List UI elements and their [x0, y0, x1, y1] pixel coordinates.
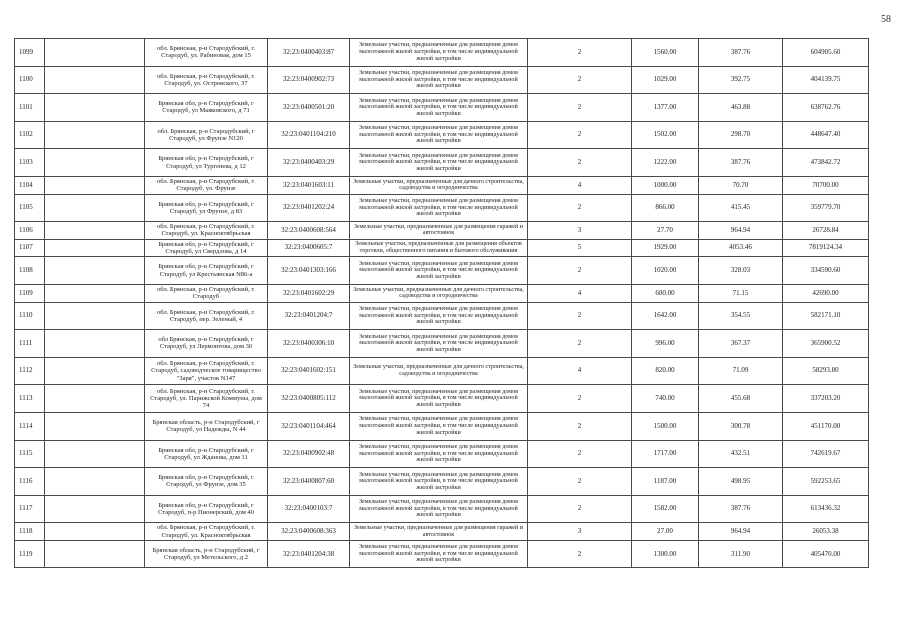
- empty-cell: [45, 523, 145, 541]
- use-group-cell: 2: [528, 149, 632, 177]
- cadastral-value-cell: 26053.38: [783, 523, 869, 541]
- specific-value-cell: 367.37: [699, 330, 783, 358]
- empty-cell: [45, 94, 145, 122]
- cadastral-number-cell: 32:23:0401603:11: [268, 176, 350, 194]
- address-cell: Брянская обл, р-н Стародубский, г Стародуб, ул Свердлова, д 14: [145, 239, 268, 257]
- table-row: [15, 39, 869, 67]
- row-number-cell: 1111: [15, 330, 45, 358]
- permitted-use-cell: Земельные участки, предназначенные для размещения домов малоэтажной жилой застройки, в том числе индивидуальной жилой застройки: [350, 39, 528, 67]
- area-cell: 996.00: [632, 330, 699, 358]
- address-cell: обл. Брянская, р-н Стародубский, г. Стародуб, садоводческое товарищество "Заря", участок N147: [145, 357, 268, 385]
- permitted-use-cell: Земельные участки, предназначенные для размещения домов малоэтажной жилой застройки, в том числе индивидуальной жилой застройки: [350, 495, 528, 523]
- row-number-cell: 1107: [15, 239, 45, 257]
- specific-value-cell: 964.94: [699, 222, 783, 240]
- cadastral-number-cell: 32:23:0400608:564: [268, 222, 350, 240]
- table-row: [15, 121, 869, 149]
- cadastral-value-cell: 70700.00: [783, 176, 869, 194]
- permitted-use-cell: Земельные участки, предназначенные для размещения домов малоэтажной жилой застройки, в том числе индивидуальной жилой застройки: [350, 302, 528, 330]
- cadastral-number-cell: 32:23:0401204:7: [268, 302, 350, 330]
- use-group-cell: 2: [528, 257, 632, 285]
- table-row: [15, 540, 869, 568]
- empty-cell: [45, 39, 145, 67]
- permitted-use-cell: Земельные участки, предназначенные для размещения объектов торговли, общественного питания и бытового обслуживания: [350, 239, 528, 257]
- area-cell: 1300.00: [632, 540, 699, 568]
- empty-cell: [45, 284, 145, 302]
- empty-cell: [45, 222, 145, 240]
- address-cell: Брянская обл, р-н Стародубский, г Стародуб, ул Жданова, дом 11: [145, 440, 268, 468]
- area-cell: 1500.00: [632, 412, 699, 440]
- cadastral-value-cell: 592253.65: [783, 468, 869, 496]
- table-row: [15, 222, 869, 240]
- row-number-cell: 1102: [15, 121, 45, 149]
- table-row: [15, 239, 869, 257]
- area-cell: 1502.00: [632, 121, 699, 149]
- address-cell: обл. Брянская, р-н Стародубский, г. Стародуб, ул. Парижской Коммуны, дом 74: [145, 385, 268, 413]
- table-row: [15, 412, 869, 440]
- cadastral-value-cell: 359779.70: [783, 194, 869, 222]
- cadastral-value-cell: 473842.72: [783, 149, 869, 177]
- row-number-cell: 1101: [15, 94, 45, 122]
- cadastral-number-cell: 32:23:0400805:112: [268, 385, 350, 413]
- address-cell: обл. Брянская, р-н Стародубский, г. Стародуб, ул. Красноктябрьская: [145, 222, 268, 240]
- row-number-cell: 1113: [15, 385, 45, 413]
- use-group-cell: 2: [528, 385, 632, 413]
- specific-value-cell: 463.88: [699, 94, 783, 122]
- empty-cell: [45, 121, 145, 149]
- empty-cell: [45, 66, 145, 94]
- table-row: [15, 468, 869, 496]
- specific-value-cell: 298.70: [699, 121, 783, 149]
- table-row: [15, 523, 869, 541]
- address-cell: Брянская обл, р-н Стародубский, г Стародуб, п-р Пионерский, дом 40: [145, 495, 268, 523]
- table-row: [15, 66, 869, 94]
- area-cell: 1560.00: [632, 39, 699, 67]
- empty-cell: [45, 257, 145, 285]
- permitted-use-cell: Земельные участки, предназначенные для размещения домов малоэтажной жилой застройки, в том числе индивидуальной жилой застройки: [350, 94, 528, 122]
- row-number-cell: 1117: [15, 495, 45, 523]
- permitted-use-cell: Земельные участки, предназначенные для размещения домов малоэтажной жилой застройки, в том числе индивидуальной жилой застройки: [350, 121, 528, 149]
- table-row: [15, 357, 869, 385]
- row-number-cell: 1105: [15, 194, 45, 222]
- empty-cell: [45, 357, 145, 385]
- area-cell: 740.00: [632, 385, 699, 413]
- cadastral-value-cell: 404139.75: [783, 66, 869, 94]
- row-number-cell: 1118: [15, 523, 45, 541]
- address-cell: Брянская область, р-н Стародубский, г Стародуб, ул Надежды, N 44: [145, 412, 268, 440]
- permitted-use-cell: Земельные участки, предназначенные для размещения домов малоэтажной жилой застройки, в том числе индивидуальной жилой застройки: [350, 66, 528, 94]
- row-number-cell: 1106: [15, 222, 45, 240]
- cadastral-value-cell: 365900.52: [783, 330, 869, 358]
- permitted-use-cell: Земельные участки, предназначенные для размещения домов малоэтажной жилой застройки, в том числе индивидуальной жилой застройки: [350, 440, 528, 468]
- table-row: [15, 385, 869, 413]
- empty-cell: [45, 440, 145, 468]
- row-number-cell: 1108: [15, 257, 45, 285]
- cadastral-number-cell: 32:23:0400403:29: [268, 149, 350, 177]
- row-number-cell: 1112: [15, 357, 45, 385]
- address-cell: обл. Брянская, р-н Стародубский, г. Стародуб, ул. Красноктябрьская: [145, 523, 268, 541]
- use-group-cell: 2: [528, 440, 632, 468]
- permitted-use-cell: Земельные участки, предназначенные для размещения домов малоэтажной жилой застройки, в том числе индивидуальной жилой застройки: [350, 468, 528, 496]
- area-cell: 820.00: [632, 357, 699, 385]
- permitted-use-cell: Земельные участки, предназначенные для дачного строительства, садоводства и огородничества: [350, 284, 528, 302]
- address-cell: Брянская обл, р-н Стародубский, г Стародуб, ул Маяковского, д 71: [145, 94, 268, 122]
- row-number-cell: 1103: [15, 149, 45, 177]
- table-row: [15, 176, 869, 194]
- table-row: [15, 94, 869, 122]
- cadastral-value-cell: 638762.76: [783, 94, 869, 122]
- use-group-cell: 2: [528, 39, 632, 67]
- specific-value-cell: 455.68: [699, 385, 783, 413]
- use-group-cell: 3: [528, 523, 632, 541]
- cadastral-number-cell: 32:23:0401303:166: [268, 257, 350, 285]
- use-group-cell: 2: [528, 495, 632, 523]
- row-number-cell: 1115: [15, 440, 45, 468]
- cadastral-value-cell: 613436.32: [783, 495, 869, 523]
- area-cell: 1929.00: [632, 239, 699, 257]
- specific-value-cell: 300.78: [699, 412, 783, 440]
- area-cell: 27.70: [632, 222, 699, 240]
- specific-value-cell: 498.95: [699, 468, 783, 496]
- row-number-cell: 1110: [15, 302, 45, 330]
- permitted-use-cell: Земельные участки, предназначенные для размещения гаражей и автостоянок: [350, 222, 528, 240]
- permitted-use-cell: Земельные участки, предназначенные для размещения домов малоэтажной жилой застройки, в том числе индивидуальной жилой застройки: [350, 330, 528, 358]
- area-cell: 1029.00: [632, 66, 699, 94]
- cadastral-number-cell: 32:23:0401202:24: [268, 194, 350, 222]
- cadastral-number-cell: 32:23:0401104:464: [268, 412, 350, 440]
- specific-value-cell: 387.76: [699, 39, 783, 67]
- use-group-cell: 4: [528, 284, 632, 302]
- permitted-use-cell: Земельные участки, предназначенные для размещения домов малоэтажной жилой застройки, в том числе индивидуальной жилой застройки: [350, 412, 528, 440]
- use-group-cell: 2: [528, 94, 632, 122]
- empty-cell: [45, 176, 145, 194]
- specific-value-cell: 964.94: [699, 523, 783, 541]
- address-cell: обл. Брянская, р-н Стародубский, г Стародуб, ул Фрунзе N120: [145, 121, 268, 149]
- cadastral-number-cell: 32:23:0401204:38: [268, 540, 350, 568]
- empty-cell: [45, 302, 145, 330]
- use-group-cell: 2: [528, 540, 632, 568]
- use-group-cell: 2: [528, 302, 632, 330]
- permitted-use-cell: Земельные участки, предназначенные для размещения домов малоэтажной жилой застройки, в том числе индивидуальной жилой застройки: [350, 385, 528, 413]
- address-cell: обл. Брянская, р-н Стародубский, г. Стародуб, ул. Островского, 37: [145, 66, 268, 94]
- empty-cell: [45, 194, 145, 222]
- cadastral-value-cell: 7819124.34: [783, 239, 869, 257]
- empty-cell: [45, 149, 145, 177]
- permitted-use-cell: Земельные участки, предназначенные для размещения домов малоэтажной жилой застройки, в том числе индивидуальной жилой застройки: [350, 194, 528, 222]
- row-number-cell: 1104: [15, 176, 45, 194]
- cadastral-number-cell: 32:23:0400902:48: [268, 440, 350, 468]
- address-cell: обл. Брянская, р-н Стародубский, г. Стародуб, ул. Рабиновая, дом 15: [145, 39, 268, 67]
- cadastral-value-cell: 26728.84: [783, 222, 869, 240]
- area-cell: 1222.00: [632, 149, 699, 177]
- area-cell: 1020.00: [632, 257, 699, 285]
- use-group-cell: 4: [528, 176, 632, 194]
- cadastral-value-cell: 405470.00: [783, 540, 869, 568]
- table-row: [15, 194, 869, 222]
- use-group-cell: 2: [528, 330, 632, 358]
- specific-value-cell: 415.45: [699, 194, 783, 222]
- permitted-use-cell: Земельные участки, предназначенные для размещения гаражей и автостоянок: [350, 523, 528, 541]
- specific-value-cell: 432.51: [699, 440, 783, 468]
- cadastral-number-cell: 32:23:0400608:363: [268, 523, 350, 541]
- area-cell: 1377.00: [632, 94, 699, 122]
- specific-value-cell: 4053.46: [699, 239, 783, 257]
- use-group-cell: 2: [528, 121, 632, 149]
- page-number: 58: [881, 14, 891, 25]
- table-row: [15, 149, 869, 177]
- table-row: [15, 302, 869, 330]
- cadastral-value-cell: 58293.80: [783, 357, 869, 385]
- cadastral-number-cell: 32:23:0400807:60: [268, 468, 350, 496]
- specific-value-cell: 387.76: [699, 149, 783, 177]
- specific-value-cell: 328.03: [699, 257, 783, 285]
- cadastral-number-cell: 32:23:0400902:73: [268, 66, 350, 94]
- specific-value-cell: 392.75: [699, 66, 783, 94]
- area-cell: 27.00: [632, 523, 699, 541]
- cadastral-value-cell: 334590.60: [783, 257, 869, 285]
- use-group-cell: 3: [528, 222, 632, 240]
- address-cell: Брянская обл, р-н Стародубский, г Стародуб, ул Тургенева, д 12: [145, 149, 268, 177]
- row-number-cell: 1119: [15, 540, 45, 568]
- area-cell: 1000.00: [632, 176, 699, 194]
- table-row: [15, 257, 869, 285]
- row-number-cell: 1109: [15, 284, 45, 302]
- cadastral-value-cell: 448647.40: [783, 121, 869, 149]
- specific-value-cell: 71.09: [699, 357, 783, 385]
- row-number-cell: 1114: [15, 412, 45, 440]
- permitted-use-cell: Земельные участки, предназначенные для размещения домов малоэтажной жилой застройки, в том числе индивидуальной жилой застройки: [350, 257, 528, 285]
- table-row: [15, 440, 869, 468]
- cadastral-number-cell: 32:23:0400103:7: [268, 495, 350, 523]
- area-cell: 1717.00: [632, 440, 699, 468]
- cadastral-number-cell: 32:23:0401602:29: [268, 284, 350, 302]
- area-cell: 600.00: [632, 284, 699, 302]
- specific-value-cell: 311.90: [699, 540, 783, 568]
- address-cell: Брянская обл, р-н Стародубский, г Стародуб, ул Фрунзе, д 83: [145, 194, 268, 222]
- use-group-cell: 5: [528, 239, 632, 257]
- land-plot-registry-table: [14, 38, 869, 568]
- row-number-cell: 1116: [15, 468, 45, 496]
- use-group-cell: 2: [528, 468, 632, 496]
- cadastral-number-cell: 32:23:0401104:210: [268, 121, 350, 149]
- cadastral-value-cell: 604905.60: [783, 39, 869, 67]
- address-cell: Брянская область, р-н Стародубский, г Стародуб, ул Метельского, д 2: [145, 540, 268, 568]
- cadastral-number-cell: 32:23:0400605:7: [268, 239, 350, 257]
- cadastral-number-cell: 32:23:0400306:10: [268, 330, 350, 358]
- empty-cell: [45, 239, 145, 257]
- cadastral-value-cell: 742619.67: [783, 440, 869, 468]
- use-group-cell: 2: [528, 412, 632, 440]
- permitted-use-cell: Земельные участки, предназначенные для размещения домов малоэтажной жилой застройки, в том числе индивидуальной жилой застройки: [350, 149, 528, 177]
- cadastral-number-cell: 32:23:0400501:20: [268, 94, 350, 122]
- table-row: [15, 330, 869, 358]
- cadastral-value-cell: 42690.00: [783, 284, 869, 302]
- permitted-use-cell: Земельные участки, предназначенные для размещения домов малоэтажной жилой застройки, в том числе индивидуальной жилой застройки: [350, 540, 528, 568]
- row-number-cell: 1100: [15, 66, 45, 94]
- area-cell: 866.00: [632, 194, 699, 222]
- area-cell: 1582.00: [632, 495, 699, 523]
- address-cell: обл. Брянская, р-н Стародубский, г. Стародуб, пер. Зеленый, 4: [145, 302, 268, 330]
- cadastral-number-cell: 32:23:0400403:87: [268, 39, 350, 67]
- empty-cell: [45, 385, 145, 413]
- row-number-cell: 1099: [15, 39, 45, 67]
- address-cell: Брянская обл, р-н Стародубский, г Стародуб, ул Крестьянская N86-а: [145, 257, 268, 285]
- cadastral-value-cell: 337203.20: [783, 385, 869, 413]
- area-cell: 1642.00: [632, 302, 699, 330]
- permitted-use-cell: Земельные участки, предназначенные для дачного строительства, садоводства и огородничества: [350, 357, 528, 385]
- area-cell: 1187.00: [632, 468, 699, 496]
- use-group-cell: 2: [528, 194, 632, 222]
- address-cell: обл Брянская, р-н Стародубский, г Стародуб, ул Лермонтова, дом 30: [145, 330, 268, 358]
- use-group-cell: 2: [528, 66, 632, 94]
- registry-body: [15, 39, 869, 568]
- cadastral-value-cell: 582171.10: [783, 302, 869, 330]
- specific-value-cell: 70.70: [699, 176, 783, 194]
- cadastral-number-cell: 32:23:0401602:151: [268, 357, 350, 385]
- table-row: [15, 495, 869, 523]
- specific-value-cell: 354.55: [699, 302, 783, 330]
- cadastral-value-cell: 451170.00: [783, 412, 869, 440]
- address-cell: обл. Брянская, р-н Стародубский, г. Стародуб: [145, 284, 268, 302]
- empty-cell: [45, 540, 145, 568]
- use-group-cell: 4: [528, 357, 632, 385]
- specific-value-cell: 387.76: [699, 495, 783, 523]
- empty-cell: [45, 412, 145, 440]
- permitted-use-cell: Земельные участки, предназначенные для дачного строительства, садоводства и огородничества: [350, 176, 528, 194]
- empty-cell: [45, 495, 145, 523]
- table-row: [15, 284, 869, 302]
- empty-cell: [45, 468, 145, 496]
- address-cell: обл. Брянская, р-н Стародубский, г. Стародуб, ул. Фрунзе: [145, 176, 268, 194]
- empty-cell: [45, 330, 145, 358]
- address-cell: Брянская обл, р-н Стародубский, г Стародуб, ул Фрунзе, дом 35: [145, 468, 268, 496]
- specific-value-cell: 71.15: [699, 284, 783, 302]
